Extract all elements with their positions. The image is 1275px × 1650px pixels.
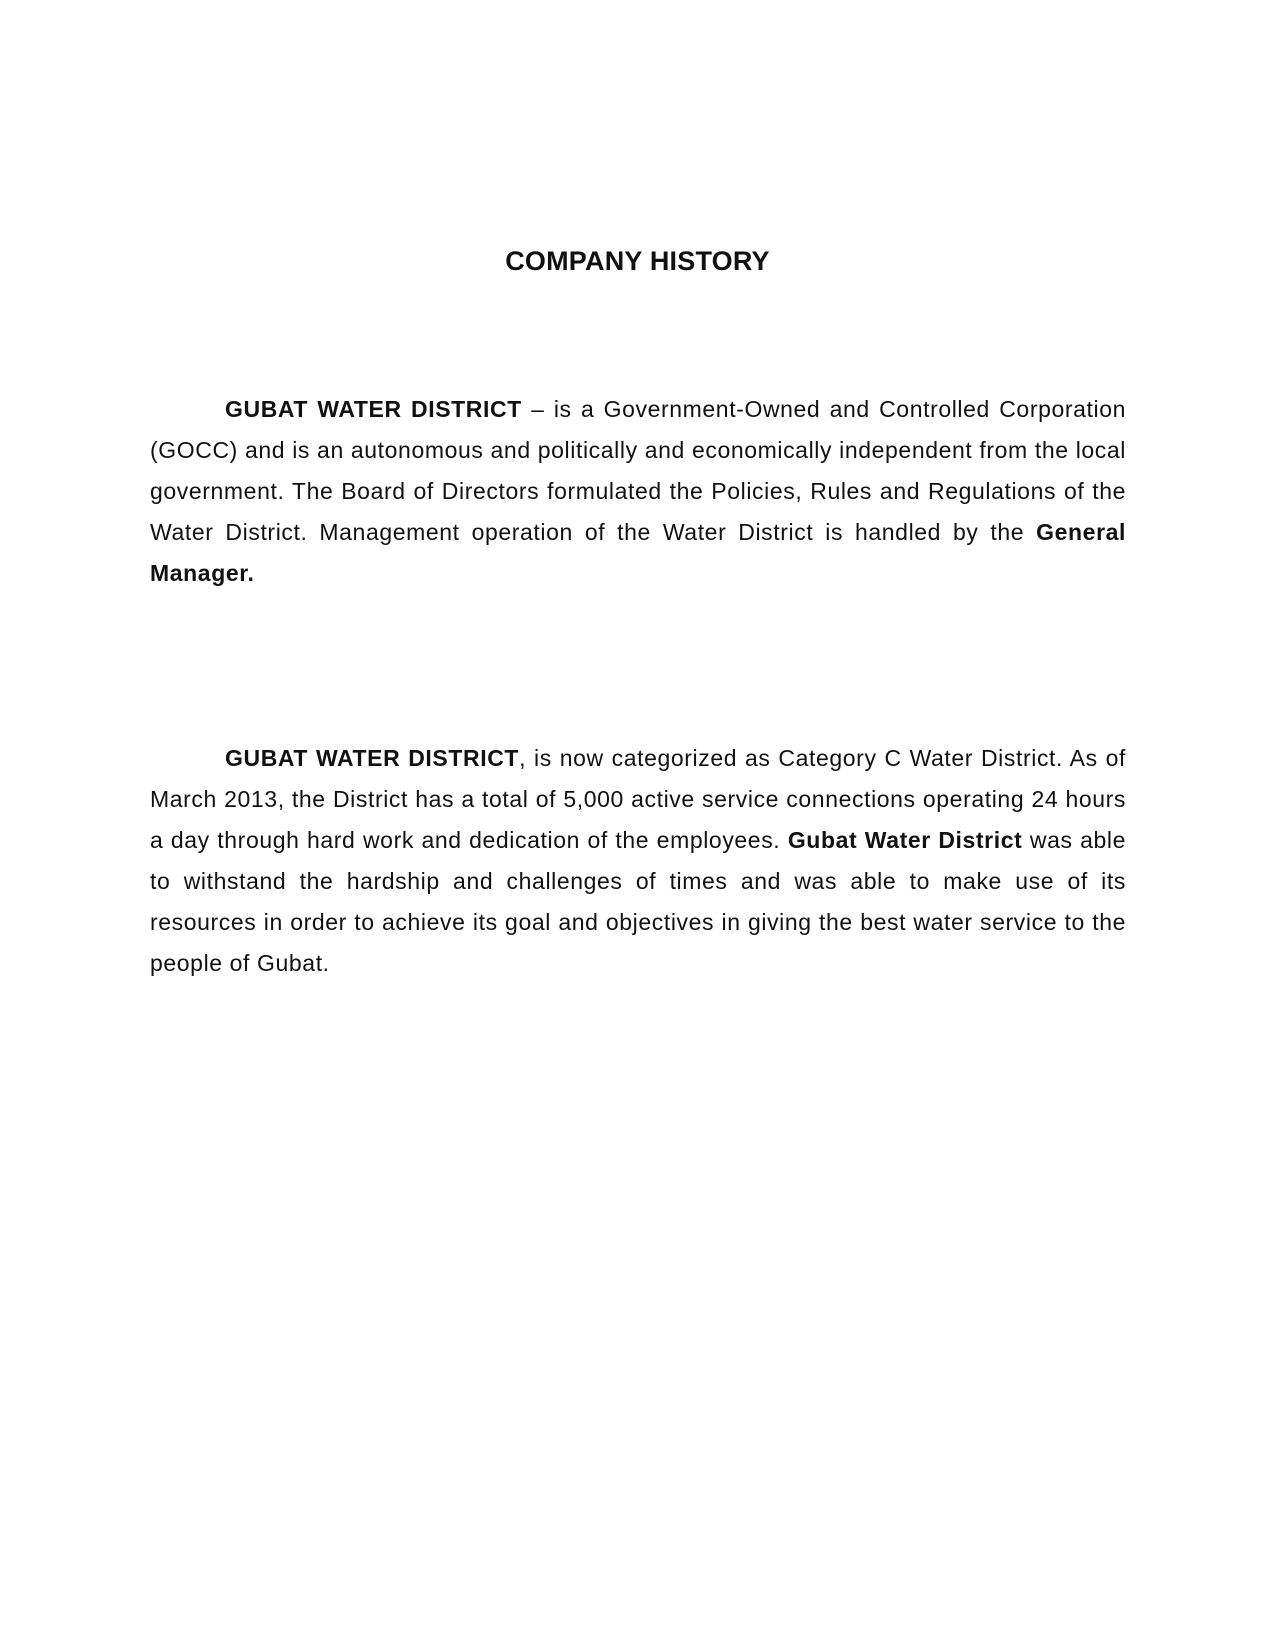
paragraph-category-description — [150, 738, 1126, 984]
general-manager-bold: General Manager. — [150, 519, 1126, 586]
company-name-bold-inline: Gubat Water District — [787, 827, 1023, 853]
page-title: COMPANY HISTORY — [505, 246, 770, 276]
company-name-bold: GUBAT WATER DISTRICT — [225, 396, 522, 422]
company-name-bold: GUBAT WATER DISTRICT — [225, 745, 520, 771]
paragraph-gocc-description — [150, 389, 1126, 594]
paragraph-text: , is now categorized as Category C Water District. As of March 2013, the District has a total of 5,000 active service connections operating 24 hours a day through hard work and dedication of the employees. — [150, 745, 1126, 853]
paragraph-text: was able to withstand the hardship and challenges of times and was able to make use of its resources in order to achieve its goal and objectives in giving the best water service to the people of Gubat. — [150, 827, 1126, 976]
paragraph-text: – is a Government-Owned and Controlled Corporation (GOCC) and is an autonomous and politically and economically independent from the local government. The Board of Directors formulated the Policies, Rules and Regulations of the Water District. Management operation of the Water District is handled by the — [150, 396, 1126, 545]
